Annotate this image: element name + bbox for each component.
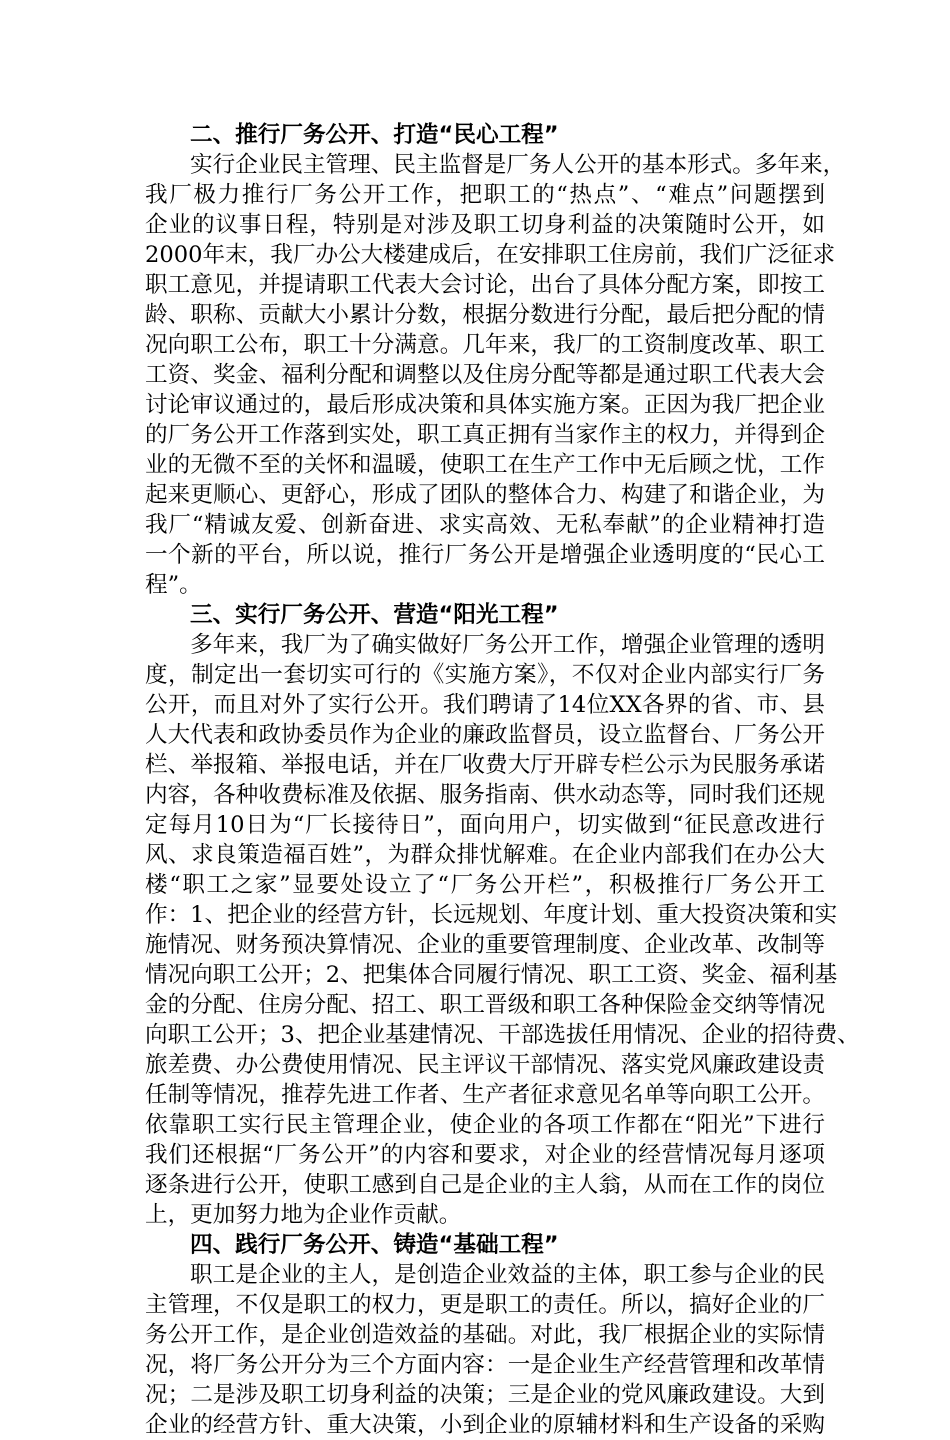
paragraph-line: 公开，而且对外了实行公开。我们聘请了14位XX各界的省、市、县 xyxy=(145,692,825,718)
paragraph-line: 旅差费、办公费使用情况、民主评议干部情况、落实党风廉政建设责 xyxy=(145,1052,825,1078)
paragraph-line: 况，将厂务公开分为三个方面内容：一是企业生产经营管理和改革情 xyxy=(145,1352,825,1378)
paragraph-line: 企业的议事日程，特别是对涉及职工切身利益的决策随时公开，如 xyxy=(145,212,825,238)
paragraph-line: 我厂“精诚友爱、创新奋进、求实高效、无私奉献”的企业精神打造 xyxy=(145,512,825,538)
paragraph-line: 讨论审议通过的，最后形成决策和具体实施方案。正因为我厂把企业 xyxy=(145,392,825,418)
paragraph-line: 况向职工公布，职工十分满意。几年来，我厂的工资制度改革、职工 xyxy=(145,332,825,358)
paragraph-line: 况；二是涉及职工切身利益的决策；三是企业的党风廉政建设。大到 xyxy=(145,1382,825,1408)
paragraph-line: 度，制定出一套切实可行的《实施方案》，不仅对企业内部实行厂务 xyxy=(145,662,825,688)
paragraph-line: 栏、举报箱、举报电话，并在厂收费大厅开辟专栏公示为民服务承诺 xyxy=(145,752,825,778)
paragraph-line: 的厂务公开工作落到实处，职工真正拥有当家作主的权力，并得到企 xyxy=(145,422,825,448)
paragraph-line: 我们还根据“厂务公开”的内容和要求，对企业的经营情况每月逐项 xyxy=(145,1142,825,1168)
paragraph-line: 楼“职工之家”显要处设立了“厂务公开栏”，积极推行厂务公开工 xyxy=(145,872,825,898)
paragraph-line: 逐条进行公开，使职工感到自己是企业的主人翁，从而在工作的岗位 xyxy=(145,1172,825,1198)
paragraph-line: 实行企业民主管理、民主监督是厂务人公开的基本形式。多年来， xyxy=(190,152,846,178)
paragraph-line: 企业的经营方针、重大决策，小到企业的原辅材料和生产设备的采购 xyxy=(145,1412,825,1438)
paragraph-line: 作：1、把企业的经营方针，长远规划、年度计划、重大投资决策和实 xyxy=(145,902,838,928)
paragraph-line: 多年来，我厂为了确实做好厂务公开工作，增强企业管理的透明 xyxy=(190,632,825,658)
paragraph-line: 施情况、财务预决算情况、企业的重要管理制度、企业改革、改制等 xyxy=(145,932,825,958)
paragraph-line: 情况向职工公开；2、把集体合同履行情况、职工工资、奖金、福利基 xyxy=(145,962,838,988)
paragraph-line: 人大代表和政协委员作为企业的廉政监督员，设立监督台、厂务公开 xyxy=(145,722,825,748)
paragraph-line: 2000年末，我厂办公大楼建成后，在安排职工住房前，我们广泛征求 xyxy=(145,242,836,268)
paragraph-line: 起来更顺心、更舒心，形成了团队的整体合力、构建了和谐企业，为 xyxy=(145,482,825,508)
paragraph-line: 工资、奖金、福利分配和调整以及住房分配等都是通过职工代表大会 xyxy=(145,362,825,388)
paragraph-line: 我厂极力推行厂务公开工作，把职工的“热点”、“难点”问题摆到 xyxy=(145,182,825,208)
paragraph-line: 向职工公开；3、把企业基建情况、干部选拔任用情况、企业的招待费、 xyxy=(145,1022,860,1048)
paragraph-line: 内容，各种收费标准及依据、服务指南、供水动态等，同时我们还规 xyxy=(145,782,825,808)
document-page xyxy=(145,120,860,1440)
paragraph-line: 风、求良策造福百姓”，为群众排忧解难。在企业内部我们在办公大 xyxy=(145,842,825,868)
paragraph-line: 定每月10日为“厂长接待日”，面向用户，切实做到“征民意改进行 xyxy=(145,812,825,838)
paragraph-line: 上，更加努力地为企业作贡献。 xyxy=(145,1202,462,1228)
paragraph-line: 一个新的平台，所以说，推行厂务公开是增强企业透明度的“民心工 xyxy=(145,542,825,568)
paragraph-line: 职工意见，并提请职工代表大会讨论，出台了具体分配方案，即按工 xyxy=(145,272,825,298)
section-heading: 四、践行厂务公开、铸造“基础工程” xyxy=(190,1232,559,1258)
paragraph-line: 业的无微不至的关怀和温暖，使职工在生产工作中无后顾之忧，工作 xyxy=(145,452,825,478)
paragraph-line: 务公开工作，是企业创造效益的基础。对此，我厂根据企业的实际情 xyxy=(145,1322,825,1348)
paragraph-line: 主管理，不仅是职工的权力，更是职工的责任。所以，搞好企业的厂 xyxy=(145,1292,825,1318)
paragraph-line: 职工是企业的主人，是创造企业效益的主体，职工参与企业的民 xyxy=(190,1262,825,1288)
paragraph-line: 依靠职工实行民主管理企业，使企业的各项工作都在“阳光”下进行 xyxy=(145,1112,825,1138)
paragraph-line: 任制等情况，推荐先进工作者、生产者征求意见名单等向职工公开。 xyxy=(145,1082,825,1108)
paragraph-line: 金的分配、住房分配、招工、职工晋级和职工各种保险金交纳等情况 xyxy=(145,992,825,1018)
section-heading: 二、推行厂务公开、打造“民心工程” xyxy=(190,122,559,148)
paragraph-line: 程”。 xyxy=(145,572,202,598)
section-heading: 三、实行厂务公开、营造“阳光工程” xyxy=(190,602,559,628)
paragraph-line: 龄、职称、贡献大小累计分数，根据分数进行分配，最后把分配的情 xyxy=(145,302,825,328)
